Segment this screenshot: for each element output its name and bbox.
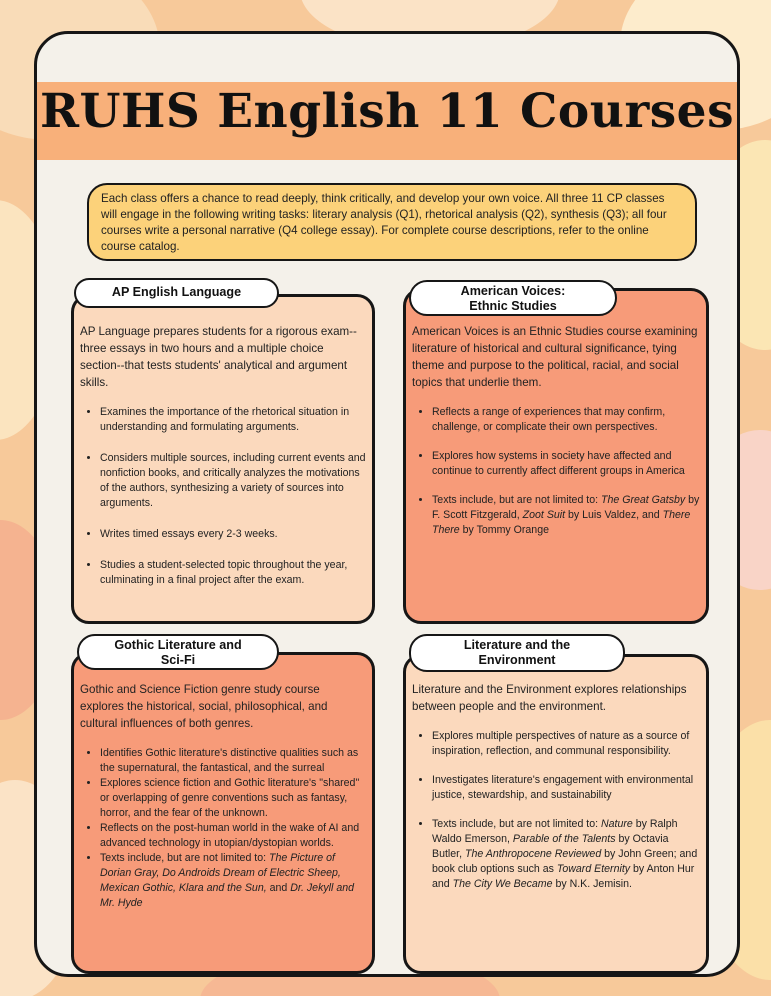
list-item: • Explores how systems in society have affected and continue to currently affect different groups in America	[432, 449, 700, 479]
book-author: by Luis Valdez, and	[565, 509, 663, 521]
gothic-bullet-list	[80, 746, 366, 911]
book-author: and	[266, 882, 291, 894]
ap-description: AP Language prepares students for a rigorous exam--three essays in two hours and a multiple choice section--that tests students' analytical and argument skills.	[80, 325, 357, 389]
list-item: • Considers multiple sources, including current events and nonfiction books, and critically analyzes the motivations of the authors, synthesizing a variety of sources into arguments.	[100, 451, 366, 511]
book-title: The Picture of Dorian Gray, Do Androids Dream of Electric Sheep, Mexican Gothic, Klara and the Sun,	[100, 852, 341, 894]
book-title: The Great Gatsby	[601, 494, 686, 506]
book-title: Zoot Suit	[522, 509, 566, 521]
ap-bullet-list	[80, 405, 366, 588]
list-item	[432, 493, 700, 538]
list-item: • Explores science fiction and Gothic literature's "shared" or overlapping of genre conventions such as fantasy, horror, and the fear of the unknown.	[100, 776, 366, 821]
list-item	[432, 817, 700, 892]
list-item: • Reflects a range of experiences that may confirm, challenge, or complicate their own perspectives.	[432, 405, 700, 435]
list-item: • Reflects on the post-human world in the wake of AI and advanced technology in utopian/dystopian worlds.	[100, 821, 366, 851]
book-title: Dr. Jekyll and Mr. Hyde	[100, 882, 354, 909]
course-card-gothic-scifi	[71, 652, 375, 974]
book-author: by N.K. Jemisin.	[552, 878, 632, 890]
course-heading-line: Literature and the	[463, 638, 571, 652]
texts-lead: Texts include, but are not limited to:	[432, 494, 601, 506]
texts-lead: Texts include, but are not limited to:	[100, 852, 269, 864]
book-author: by John Green; and book club options such as	[432, 848, 698, 875]
page-title: RUHS English 11 Courses	[39, 84, 735, 139]
course-heading-american-voices	[409, 280, 617, 316]
av-bullet-list	[412, 405, 700, 538]
list-item: • Identifies Gothic literature's distinctive qualities such as the supernatural, the fantastical, and the surreal	[100, 746, 366, 776]
course-heading-gothic-scifi	[77, 634, 279, 670]
course-heading-line: American Voices:	[460, 284, 566, 298]
texts-lead: Texts include, but are not limited to:	[432, 818, 601, 830]
course-heading-text: AP English Language	[111, 285, 242, 299]
book-title: The Anthropocene Reviewed	[464, 848, 602, 860]
list-item: • Examines the importance of the rhetorical situation in understanding and formulating arguments.	[100, 405, 366, 435]
book-title: The City We Became	[452, 878, 553, 890]
book-title: Parable of the Talents	[512, 833, 616, 845]
intro-box: Each class offers a chance to read deeply, think critically, and develop your own voice. All three 11 CP classes will engage in the following writing tasks: literary analysis (Q1), rhetorical analysis (Q2), synthesis (Q3); all four courses write a personal narrative (Q4 college essay). For complete course descriptions, refer to the online course catalog.	[87, 183, 697, 261]
list-item: • Writes timed essays every 2-3 weeks.	[100, 527, 366, 542]
list-item	[100, 851, 366, 911]
book-title: Nature	[601, 818, 633, 830]
flyer-page	[34, 31, 740, 977]
course-heading-ap-english	[74, 278, 279, 308]
book-title: There There	[432, 509, 691, 536]
env-description: Literature and the Environment explores relationships between people and the environment.	[412, 683, 687, 713]
book-author: by Ralph Waldo Emerson,	[432, 818, 678, 845]
course-heading-literature-environment	[409, 634, 625, 672]
course-card-american-voices	[403, 288, 709, 624]
course-heading-line: Ethnic Studies	[469, 299, 557, 313]
course-heading-line: Environment	[478, 653, 556, 667]
course-heading-line: Sci-Fi	[160, 653, 196, 667]
course-card-ap-english	[71, 294, 375, 624]
book-author: by F. Scott Fitzgerald,	[432, 494, 700, 521]
list-item: • Studies a student-selected topic throughout the year, culminating in a final project after the exam.	[100, 558, 366, 588]
book-author: by Octavia Butler,	[432, 833, 669, 860]
av-description: American Voices is an Ethnic Studies course examining literature of historical and cultural significance, tying theme and purpose to the political, racial, and social topics that underlie them.	[412, 325, 698, 389]
book-author: by Anton Hur and	[432, 863, 695, 890]
book-title: Toward Eternity	[556, 863, 631, 875]
course-card-literature-environment	[403, 654, 709, 974]
book-author: by Tommy Orange	[459, 524, 549, 536]
list-item: • Explores multiple perspectives of nature as a source of inspiration, reflection, and communal responsibility.	[432, 729, 700, 759]
env-bullet-list	[412, 729, 700, 892]
gothic-description: Gothic and Science Fiction genre study course explores the historical, social, philosophical, and cultural influences of both genres.	[80, 683, 328, 730]
list-item: • Investigates literature's engagement with environmental justice, stewardship, and sustainability	[432, 773, 700, 803]
course-heading-line: Gothic Literature and	[114, 638, 242, 652]
